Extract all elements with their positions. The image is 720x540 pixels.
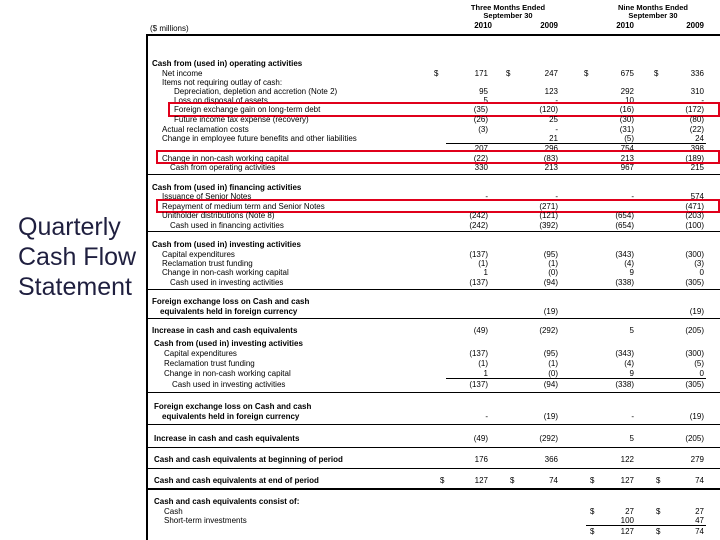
cell: 74	[549, 476, 558, 485]
dollar-sign: $	[656, 527, 661, 536]
cell: -	[485, 192, 488, 201]
cell: 398	[690, 144, 704, 153]
header-year: 2009	[686, 21, 704, 30]
cell: (26)	[473, 115, 488, 124]
section-heading: Cash from (used in) investing activities	[152, 240, 301, 249]
row-label: Change in employee future benefits and other liabilities	[162, 134, 357, 143]
section-rule	[146, 231, 720, 232]
cell: 967	[620, 163, 634, 172]
header-three-months: Three Months Ended	[470, 3, 546, 12]
dollar-sign: $	[506, 69, 511, 78]
cell: -	[631, 192, 634, 201]
row-label: Increase in cash and cash equivalents	[152, 326, 298, 335]
row-label: Capital expenditures	[164, 349, 237, 358]
cell: 5	[629, 434, 634, 443]
row-label: Loss on disposal of assets	[174, 96, 268, 105]
row-label: Depreciation, depletion and accretion (Note 2)	[174, 87, 338, 96]
section-heading: Cash from (used in) financing activities	[152, 183, 302, 192]
row-label: Increase in cash and cash equivalents	[154, 434, 300, 443]
cell: 127	[620, 527, 634, 536]
cell: 754	[620, 144, 634, 153]
section-rule	[146, 174, 720, 175]
cell: (205)	[685, 326, 704, 335]
cell: 366	[544, 455, 558, 464]
section-rule	[146, 392, 720, 393]
row-label: Issuance of Senior Notes	[162, 192, 252, 201]
row-label: Actual reclamation costs	[162, 125, 249, 134]
cell: (137)	[469, 278, 488, 287]
row-label: equivalents held in foreign currency	[162, 412, 300, 421]
cell: 0	[699, 268, 704, 277]
cell: 310	[690, 87, 704, 96]
row-label: Capital expenditures	[162, 250, 235, 259]
cell: 100	[620, 516, 634, 525]
row-label: Future income tax expense (recovery)	[174, 115, 309, 124]
cell: (338)	[615, 278, 634, 287]
section-heading: Cash and cash equivalents consist of:	[154, 497, 300, 506]
cell: (30)	[619, 115, 634, 124]
cell: (242)	[469, 221, 488, 230]
cell: (94)	[543, 380, 558, 389]
header-year: 2010	[474, 21, 492, 30]
units-label: ($ millions)	[150, 24, 189, 33]
dollar-sign: $	[590, 507, 595, 516]
cell: -	[701, 96, 704, 105]
cell: 336	[690, 69, 704, 78]
cell: 127	[620, 476, 634, 485]
section-rule	[146, 424, 720, 425]
cell: -	[555, 96, 558, 105]
cell: (19)	[689, 307, 704, 316]
dollar-sign: $	[654, 69, 659, 78]
row-label: Cash from operating activities	[170, 163, 276, 172]
row-label: Items not requiring outlay of cash:	[162, 78, 283, 87]
cell: 21	[549, 134, 558, 143]
dollar-sign: $	[656, 476, 661, 485]
cell: (392)	[539, 221, 558, 230]
cell: (4)	[624, 259, 634, 268]
cell: (120)	[539, 105, 558, 114]
cell: 47	[695, 516, 704, 525]
section-rule	[146, 468, 720, 469]
cell: (19)	[543, 307, 558, 316]
cell: 123	[544, 87, 558, 96]
cell: (137)	[469, 380, 488, 389]
cell: 176	[474, 455, 488, 464]
cell: (654)	[615, 221, 634, 230]
cell: 292	[620, 87, 634, 96]
cell: (203)	[685, 211, 704, 220]
row-label: Change in non-cash working capital	[162, 268, 289, 277]
row-label: Foreign exchange loss on Cash and cash	[154, 402, 312, 411]
cell: 25	[549, 115, 558, 124]
cell: 74	[695, 527, 704, 536]
row-label: Change in non-cash working capital	[162, 154, 289, 163]
cell: (300)	[685, 250, 704, 259]
cell: 247	[544, 69, 558, 78]
dollar-sign: $	[434, 69, 439, 78]
cell: 9	[629, 369, 634, 378]
cell: 95	[479, 87, 488, 96]
dollar-sign: $	[584, 69, 589, 78]
cell: 330	[474, 163, 488, 172]
cell: (0)	[548, 369, 558, 378]
row-label: Cash and cash equivalents at beginning of period	[154, 455, 343, 464]
header-year: 2010	[616, 21, 634, 30]
row-label: Change in non-cash working capital	[164, 369, 291, 378]
row-label: Cash	[164, 507, 183, 516]
cell: -	[485, 412, 488, 421]
cell: (654)	[615, 211, 634, 220]
row-label: Net income	[162, 69, 203, 78]
row-label: Reclamation trust funding	[164, 359, 255, 368]
cell: 213	[620, 154, 634, 163]
cell: 1	[483, 369, 488, 378]
cell: (16)	[619, 105, 634, 114]
cell: (3)	[478, 125, 488, 134]
row-label: Repayment of medium term and Senior Notes	[162, 202, 325, 211]
cell: (83)	[543, 154, 558, 163]
header-year: 2009	[540, 21, 558, 30]
cell: (172)	[685, 105, 704, 114]
row-label: Cash used in investing activities	[172, 380, 286, 389]
cell: (22)	[689, 125, 704, 134]
cell: 122	[620, 455, 634, 464]
cell: 5	[483, 96, 488, 105]
row-label: Cash used in financing activities	[170, 221, 284, 230]
cell: 213	[544, 163, 558, 172]
cell: 24	[695, 134, 704, 143]
cell: (343)	[615, 349, 634, 358]
row-label: equivalents held in foreign currency	[160, 307, 298, 316]
cell: -	[555, 192, 558, 201]
subtotal-rule	[586, 525, 706, 526]
cell: 279	[690, 455, 704, 464]
cell: (3)	[694, 259, 704, 268]
cell: (121)	[539, 211, 558, 220]
cell: 215	[690, 163, 704, 172]
cell: 9	[629, 268, 634, 277]
header-nine-months-date: September 30	[628, 11, 678, 20]
cell: (1)	[478, 259, 488, 268]
dollar-sign: $	[656, 507, 661, 516]
slide-title: Quarterly Cash Flow Statement	[18, 213, 137, 301]
cell: (292)	[539, 326, 558, 335]
cell: 27	[625, 507, 634, 516]
dollar-sign: $	[510, 476, 515, 485]
cell: 127	[474, 476, 488, 485]
section-heading: Cash from (used in) operating activities	[152, 59, 303, 68]
cell: 27	[695, 507, 704, 516]
cell: 171	[474, 69, 488, 78]
row-label: Cash and cash equivalents at end of period	[154, 476, 319, 485]
header-nine-months: Nine Months Ended	[618, 3, 688, 12]
row-label: Foreign exchange loss on Cash and cash	[152, 297, 310, 306]
cell: (19)	[543, 412, 558, 421]
row-label: Reclamation trust funding	[162, 259, 253, 268]
cell: 10	[625, 96, 634, 105]
cell: (205)	[685, 434, 704, 443]
cell: (94)	[543, 278, 558, 287]
cell: (292)	[539, 434, 558, 443]
cell: (35)	[473, 105, 488, 114]
row-label: Unitholder distributions (Note 8)	[162, 211, 275, 220]
subtotal-rule	[446, 378, 706, 379]
cell: (305)	[685, 278, 704, 287]
cell: (1)	[548, 259, 558, 268]
row-label: Short-term investments	[164, 516, 247, 525]
cell: (0)	[548, 268, 558, 277]
cell: (242)	[469, 211, 488, 220]
cell: (100)	[685, 221, 704, 230]
cell: (1)	[478, 359, 488, 368]
cell: (343)	[615, 250, 634, 259]
cell: (305)	[685, 380, 704, 389]
left-border	[146, 34, 148, 540]
cell: (1)	[548, 359, 558, 368]
dollar-sign: $	[590, 476, 595, 485]
cell: (300)	[685, 349, 704, 358]
cell: (49)	[473, 434, 488, 443]
cell: (189)	[685, 154, 704, 163]
row-label: Cash used in investing activities	[170, 278, 284, 287]
section-rule	[146, 447, 720, 448]
cell: (80)	[689, 115, 704, 124]
row-label: Foreign exchange gain on long-term debt	[174, 105, 321, 114]
cell: 675	[620, 69, 634, 78]
section-rule	[146, 488, 720, 490]
cell: (95)	[543, 250, 558, 259]
cell: (31)	[619, 125, 634, 134]
cell: (49)	[473, 326, 488, 335]
cell: (338)	[615, 380, 634, 389]
cell: (22)	[473, 154, 488, 163]
header-three-months-date: September 30	[483, 11, 533, 20]
cell: (137)	[469, 250, 488, 259]
cell: -	[631, 412, 634, 421]
section-heading: Cash from (used in) investing activities	[154, 339, 303, 348]
cash-flow-statement	[146, 0, 720, 540]
header-rule	[146, 34, 720, 36]
cell: 5	[629, 326, 634, 335]
cell: 296	[544, 144, 558, 153]
cell: (19)	[689, 412, 704, 421]
cell: -	[555, 125, 558, 134]
dollar-sign: $	[440, 476, 445, 485]
dollar-sign: $	[590, 527, 595, 536]
cell: (4)	[624, 359, 634, 368]
cell: (137)	[469, 349, 488, 358]
cell: 207	[474, 144, 488, 153]
cell: 1	[483, 268, 488, 277]
cell: (95)	[543, 349, 558, 358]
section-rule	[146, 318, 720, 319]
cell: (5)	[694, 359, 704, 368]
cell: (5)	[624, 134, 634, 143]
cell: 74	[695, 476, 704, 485]
highlight-box	[156, 150, 720, 164]
section-rule	[146, 289, 720, 290]
cell: 574	[690, 192, 704, 201]
cell: 0	[699, 369, 704, 378]
cell: (271)	[539, 202, 558, 211]
cell: (471)	[685, 202, 704, 211]
